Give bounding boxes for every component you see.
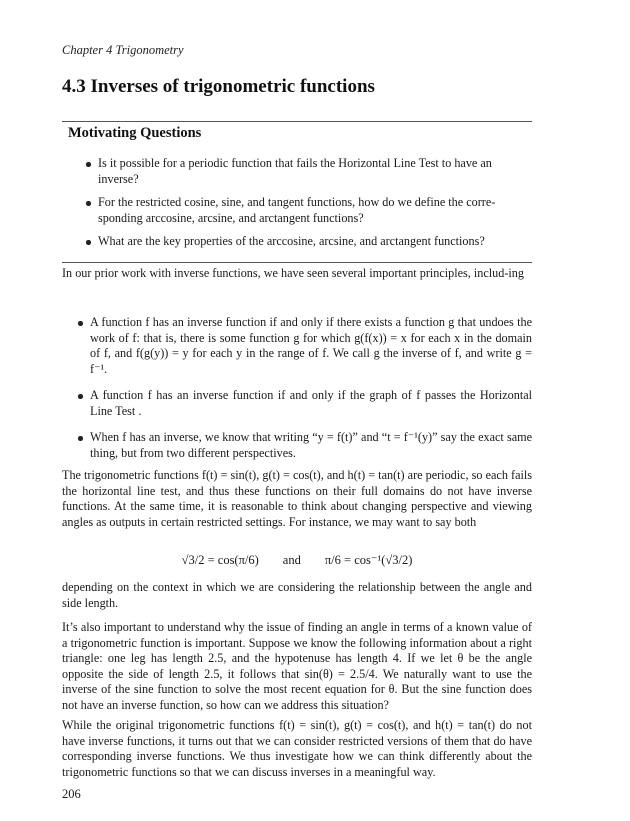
textbook-page — [62, 0, 532, 821]
equation-connector: and — [282, 552, 301, 567]
display-equation — [62, 540, 532, 580]
motivating-questions-heading: Motivating Questions — [68, 125, 202, 141]
restricted-functions-paragraph: While the original trigonometric functions f(t) = sin(t), g(t) = cos(t), and h(t) = tan(t) do not have inverse functions, it turns out that we can consider restricted versions of them that do have corresponding inverse functions. We thus investigate how we can think differently about the trigonometric functions so that we can discuss inverses in a meaningful way. — [62, 718, 532, 779]
list-item: Is it possible for a periodic function that fails the Horizontal Line Test to have an inverse? — [98, 156, 526, 187]
list-item: What are the key properties of the arccosine, arcsine, and arctangent functions? — [98, 234, 526, 250]
right-triangle-paragraph: It’s also important to understand why the issue of finding an angle in terms of a known value of a trigonometric function is important. Suppose we know the following information about a right triangle: one leg has length 2.5, and the hypotenuse has length 4. If we let θ be the angle opposite the side of length 2.5, it follows that sin(θ) = 2.5/4. We naturally want to use the inverse of the sine function to solve the most recent equation for θ. But the sine function does not have an inverse function, so how can we address this situation? — [62, 620, 532, 712]
principles-list — [90, 315, 532, 472]
list-item: For the restricted cosine, sine, and tangent functions, how do we define the corre-sponding arccosine, arcsine, and arctangent functions? — [98, 195, 526, 226]
section-title: 4.3 Inverses of trigonometric functions — [62, 76, 375, 97]
trig-periodic-paragraph: The trigonometric functions f(t) = sin(t), g(t) = cos(t), and h(t) = tan(t) are periodic, so each fails the horizontal line test, and thus these functions on their full domains do not have inverse functions. At the same time, it is reasonable to think about changing perspective and viewing angles as outputs in certain restricted settings. For instance, we may want to say both — [62, 468, 532, 529]
list-item: When f has an inverse, we know that writing “y = f(t)” and “t = f⁻¹(y)” say the exact same thing, but from two different perspectives. — [90, 430, 532, 460]
context-paragraph: depending on the context in which we are considering the relationship between the angle and side length. — [62, 580, 532, 610]
motivating-questions-box — [62, 121, 532, 263]
intro-paragraph: In our prior work with inverse functions, we have seen several important principles, includ-ing — [62, 266, 524, 280]
equation-right: π/6 = cos⁻¹(√3/2) — [324, 553, 413, 567]
chapter-header: Chapter 4 Trigonometry — [62, 43, 184, 57]
motivating-questions-list — [98, 156, 526, 258]
page-number: 206 — [62, 787, 81, 801]
list-item: A function f has an inverse function if and only if there exists a function g that undoes the work of f: that is, there is some function g for which g(f(x)) = x for each x in the domain of f, and f(g(y)) = y for each y in the range of f. We call g the inverse of f, and write g = f⁻¹. — [90, 315, 532, 376]
list-item: A function f has an inverse function if and only if the graph of f passes the Horizontal Line Test . — [90, 388, 532, 418]
equation-left: √3/2 = cos(π/6) — [181, 552, 259, 567]
